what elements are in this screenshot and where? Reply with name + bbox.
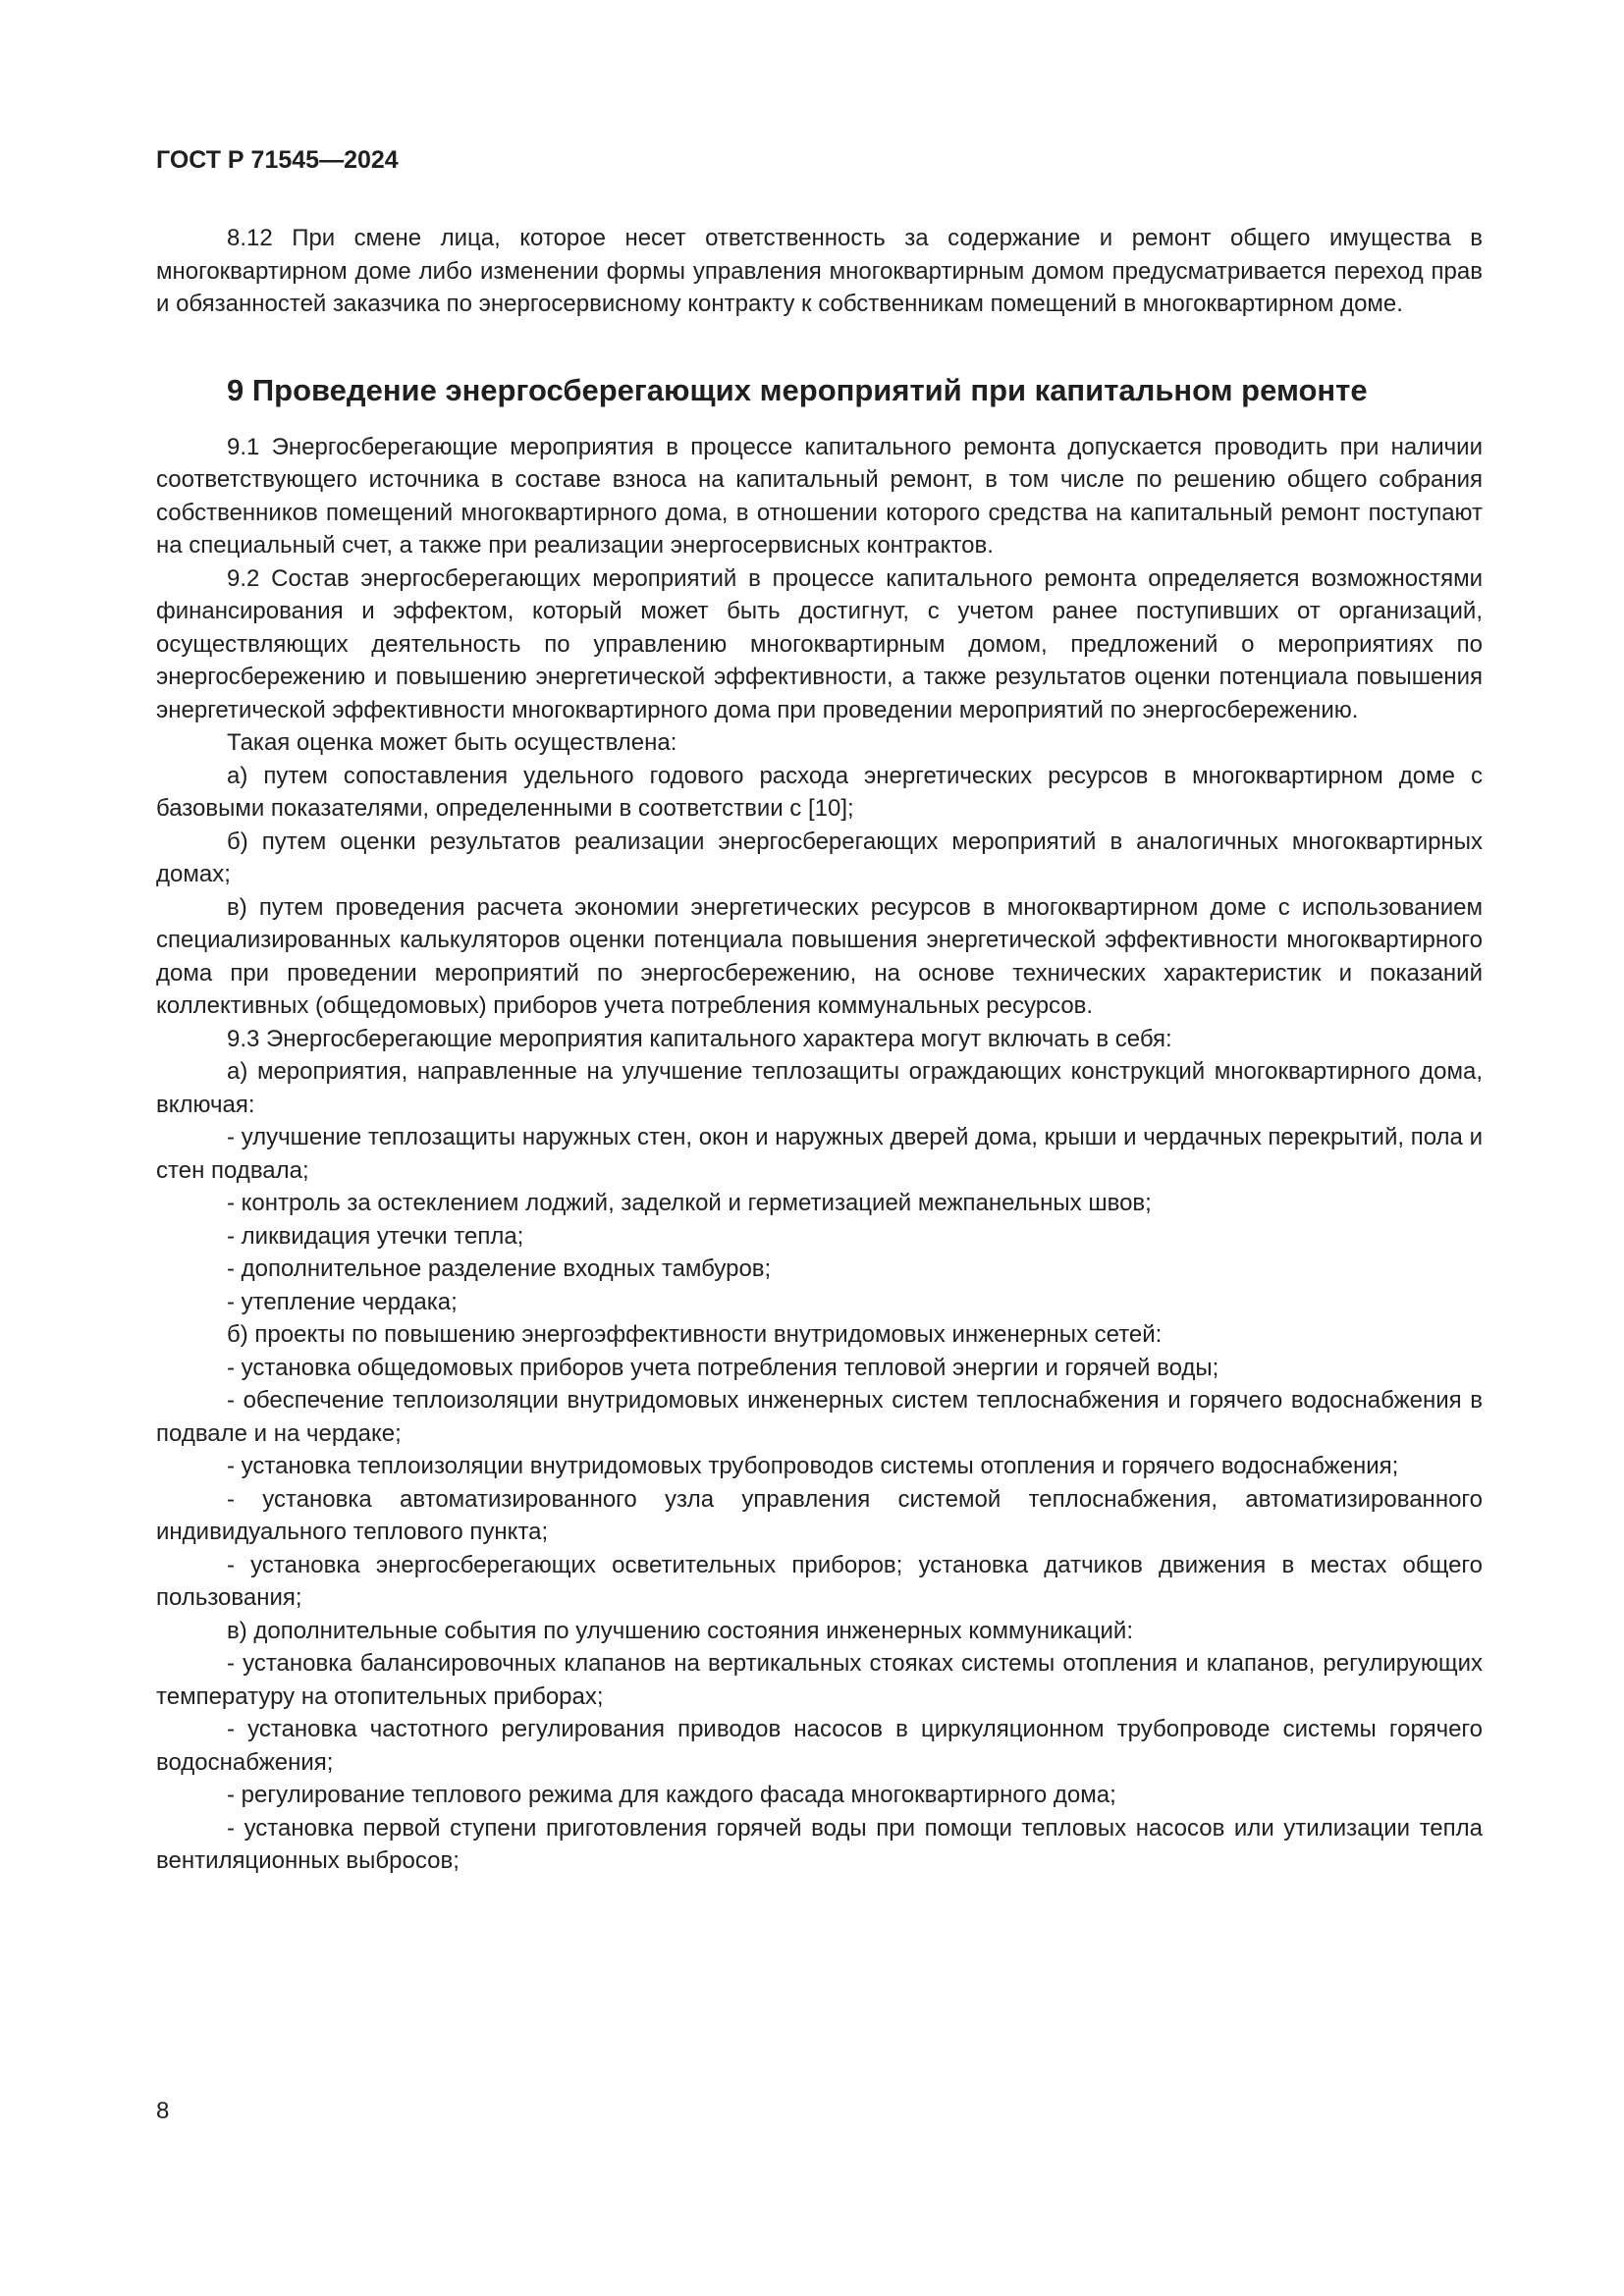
list-item-v: в) путем проведения расчета экономии энергетических ресурсов в многоквартирном доме с использованием специализированных калькуляторов оценки потенциала повышения энергетической эффективности многоквартирного дома при проведении мероприятий по энергосбережению, на основе технических характеристик и показаний коллективных (общедомовых) приборов учета потребления коммунальных ресурсов.	[156, 893, 1483, 1019]
list-item-a: а) мероприятия, направленные на улучшение теплозащиты ограждающих конструкций многоквартирного дома, включая:	[156, 1058, 1483, 1118]
section-body	[156, 431, 1483, 1878]
bullet-item: - установка общедомовых приборов учета потребления тепловой энергии и горячей воды;	[227, 1354, 1219, 1381]
bullet-item: - установка энергосберегающих осветительных приборов; установка датчиков движения в местах общего пользования;	[156, 1551, 1483, 1611]
paragraph-8-12: 8.12 При смене лица, которое несет ответственность за содержание и ремонт общего имущества в многоквартирном доме либо изменении формы управления многоквартирным домом предусматривается переход прав и обязанностей заказчика по энергосервисному контракту к собственникам помещений в многоквартирном доме.	[156, 225, 1483, 317]
bullet-item: - контроль за остеклением лоджий, заделкой и герметизацией межпанельных швов;	[227, 1190, 1152, 1216]
bullet-item: - утепление чердака;	[227, 1288, 458, 1315]
bullet-item: - обеспечение теплоизоляции внутридомовых инженерных систем теплоснабжения и горячего водоснабжения в подвале и на чердаке;	[156, 1387, 1483, 1447]
section-title: 9 Проведение энергосберегающих мероприятий при капитальном ремонте	[227, 372, 1368, 407]
bullet-item: - установка балансировочных клапанов на вертикальных стояках системы отопления и клапанов, регулирующих температуру на отопительных приборах;	[156, 1650, 1483, 1710]
bullet-item: - регулирование теплового режима для каждого фасада многоквартирного дома;	[227, 1782, 1116, 1808]
bullet-item: - дополнительное разделение входных тамбуров;	[227, 1255, 772, 1282]
paragraph-9-1: 9.1 Энергосберегающие мероприятия в процессе капитального ремонта допускается проводить при наличии соответствующего источника в составе взноса на капитальный ремонт, в том числе по решению общего собрания собственников помещений многоквартирного дома, в отношении которого средства на капитальный ремонт поступают на специальный счет, а также при реализации энергосервисных контрактов.	[156, 433, 1483, 559]
paragraph-9-3: 9.3 Энергосберегающие мероприятия капитального характера могут включать в себя:	[227, 1025, 1172, 1052]
page-number: 8	[156, 2098, 170, 2124]
list-item-a: а) путем сопоставления удельного годового расхода энергетических ресурсов в многоквартирном доме с базовыми показателями, определенными в соответствии с [10];	[156, 762, 1483, 822]
bullet-item: - установка первой ступени приготовления горячей воды при помощи тепловых насосов или утилизации тепла вентиляционных выбросов;	[156, 1814, 1483, 1874]
paragraph-9-2: 9.2 Состав энергосберегающих мероприятий в процессе капитального ремонта определяется возможностями финансирования и эффектом, который может быть достигнут, с учетом ранее поступивших от организаций, осуществляющих деятельность по управлению многоквартирным домом, предложений о мероприятиях по энергосбережению и повышению энергетической эффективности, а также результатов оценки потенциала повышения энергетической эффективности многоквартирного дома при проведении мероприятий по энергосбережению.	[156, 564, 1483, 723]
list-item-b: б) проекты по повышению энергоэффективности внутридомовых инженерных сетей:	[227, 1321, 1163, 1348]
list-item-b: б) путем оценки результатов реализации энергосберегающих мероприятий в аналогичных многоквартирных домах;	[156, 828, 1483, 887]
bullet-item: - установка частотного регулирования приводов насосов в циркуляционном трубопроводе системы горячего водоснабжения;	[156, 1716, 1483, 1776]
standard-header: ГОСТ Р 71545—2024	[156, 146, 399, 174]
paragraph-assessment-intro: Такая оценка может быть осуществлена:	[227, 729, 677, 756]
bullet-item: - улучшение теплозащиты наружных стен, окон и наружных дверей дома, крыши и чердачных перекрытий, пола и стен подвала;	[156, 1124, 1483, 1184]
list-item-v: в) дополнительные события по улучшению состояния инженерных коммуникаций:	[227, 1617, 1133, 1644]
document-page	[156, 145, 1483, 1878]
bullet-item: - установка автоматизированного узла управления системой теплоснабжения, автоматизированного индивидуального теплового пункта;	[156, 1485, 1483, 1545]
bullet-item: - ликвидация утечки тепла;	[227, 1222, 524, 1250]
bullet-item: - установка теплоизоляции внутридомовых трубопроводов системы отопления и горячего водоснабжения;	[227, 1453, 1399, 1479]
